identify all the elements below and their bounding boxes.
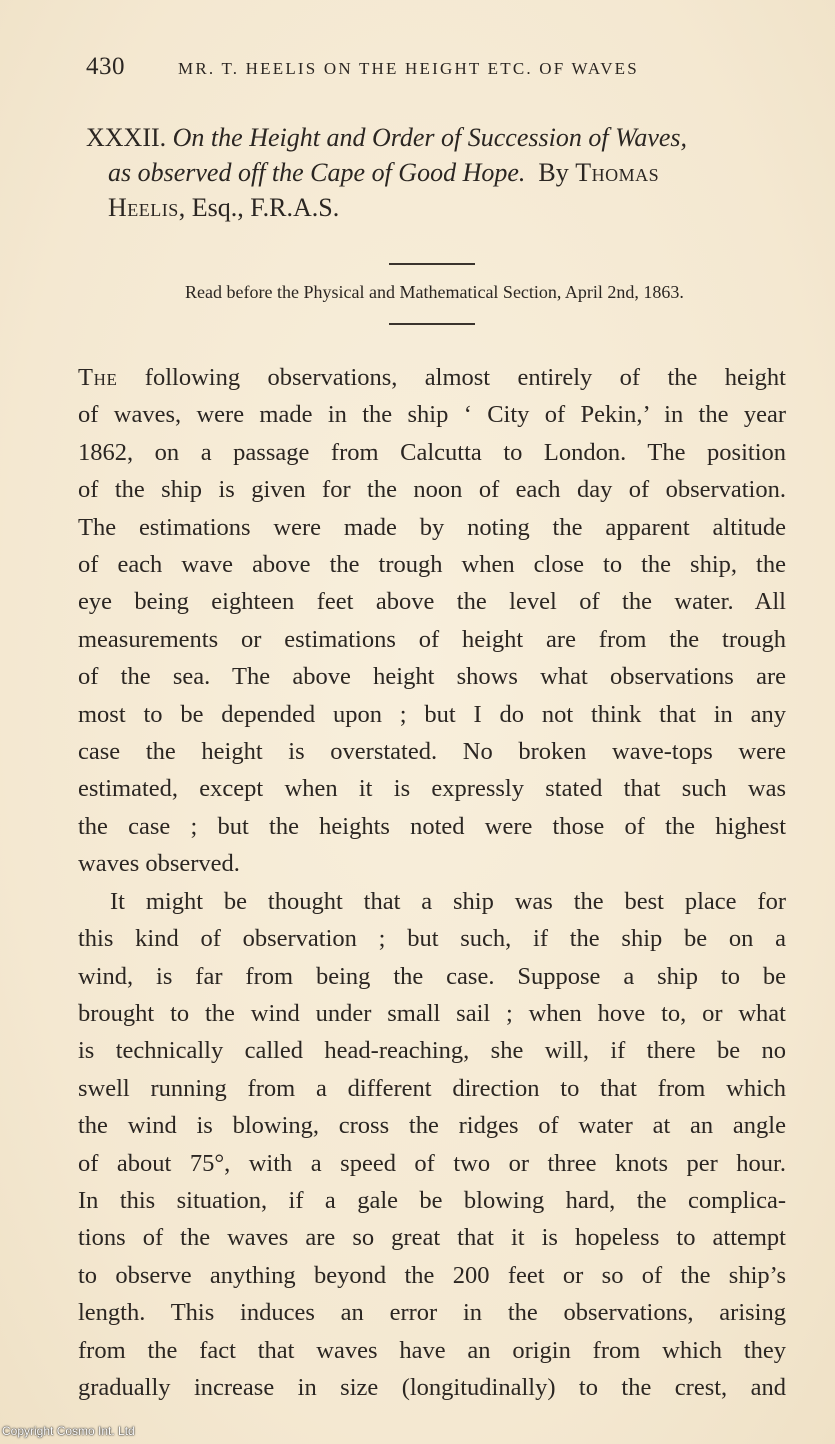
text-line: estimated, except when it is expressly stated that such was	[78, 775, 786, 803]
text-line: wind, is far from being the case. Suppose a ship to be	[78, 962, 786, 990]
text-line: 1862, on a passage from Calcutta to London. The position	[78, 438, 786, 466]
text-line: tions of the waves are so great that it is hopeless to attempt	[78, 1224, 786, 1252]
paragraph-2	[78, 883, 786, 1407]
running-head	[86, 53, 726, 83]
text-line: swell running from a different direction to that from which	[78, 1074, 786, 1102]
text-line: most to be depended upon ; but I do not think that in any	[78, 700, 786, 728]
article-title-part-1: On the Height and Order of Succession of Waves,	[172, 123, 688, 152]
divider-rule-top	[389, 263, 475, 265]
text-line: measurements or estimations of height are from the trough	[78, 625, 786, 653]
text-line: case the height is overstated. No broken wave-tops were	[78, 738, 786, 766]
text-line: of the sea. The above height shows what observations are	[78, 663, 786, 691]
article-by: By	[538, 158, 569, 187]
author-last-name: Heelis	[108, 193, 179, 222]
text-line: from the fact that waves have an origin from which they	[78, 1336, 786, 1364]
author-suffix: , Esq., F.R.A.S.	[178, 193, 340, 222]
text-line: of about 75°, with a speed of two or three knots per hour.	[78, 1149, 786, 1177]
heading-line-1	[86, 120, 791, 155]
text-line: gradually increase in size (longitudinally) to the crest, and	[78, 1373, 786, 1401]
divider-rule-bottom	[389, 323, 475, 325]
text-line: The estimations were made by noting the apparent altitude	[78, 513, 786, 541]
article-title-part-2: as observed off the Cape of Good Hope.	[108, 158, 526, 187]
text-line: eye being eighteen feet above the level of the water. All	[78, 588, 786, 616]
text-line: brought to the wind under small sail ; when hove to, or what	[78, 999, 786, 1027]
text-line: length. This induces an error in the observations, arising	[78, 1299, 786, 1327]
page-number: 430	[86, 53, 125, 80]
heading-line-2	[86, 155, 791, 190]
article-heading	[86, 120, 791, 225]
text-line: to observe anything beyond the 200 feet or so of the ship’s	[78, 1261, 786, 1289]
author-first-name: Thomas	[575, 158, 660, 187]
paragraph-1	[78, 359, 786, 883]
text-line: of the ship is given for the noon of each day of observation.	[78, 476, 786, 504]
body-text	[78, 359, 786, 1406]
text-line: The following observations, almost entirely of the height	[78, 364, 786, 391]
text-line: In this situation, if a gale be blowing hard, the complica-	[78, 1186, 786, 1214]
copyright-watermark: Copyright Cosmo Int. Ltd	[2, 1424, 135, 1438]
text-line: this kind of observation ; but such, if the ship be on a	[78, 925, 786, 953]
running-title: MR. T. HEELIS ON THE HEIGHT ETC. OF WAVES	[178, 59, 639, 78]
read-note: Read before the Physical and Mathematical Section, April 2nd, 1863.	[185, 282, 684, 302]
text-line: is technically called head-reaching, she will, if there be no	[78, 1037, 786, 1065]
text-line: waves observed.	[78, 850, 240, 878]
text-line: It might be thought that a ship was the best place for	[110, 887, 786, 915]
text-line: the wind is blowing, cross the ridges of water at an angle	[78, 1112, 786, 1140]
heading-line-3	[86, 190, 791, 225]
text-line: the case ; but the heights noted were those of the highest	[78, 812, 786, 840]
first-word: The	[78, 364, 118, 391]
text-line: of waves, were made in the ship ‘ City of Pekin,’ in the year	[78, 401, 786, 429]
text-line: of each wave above the trough when close to the ship, the	[78, 551, 786, 579]
article-numeral: XXXII.	[86, 123, 167, 152]
